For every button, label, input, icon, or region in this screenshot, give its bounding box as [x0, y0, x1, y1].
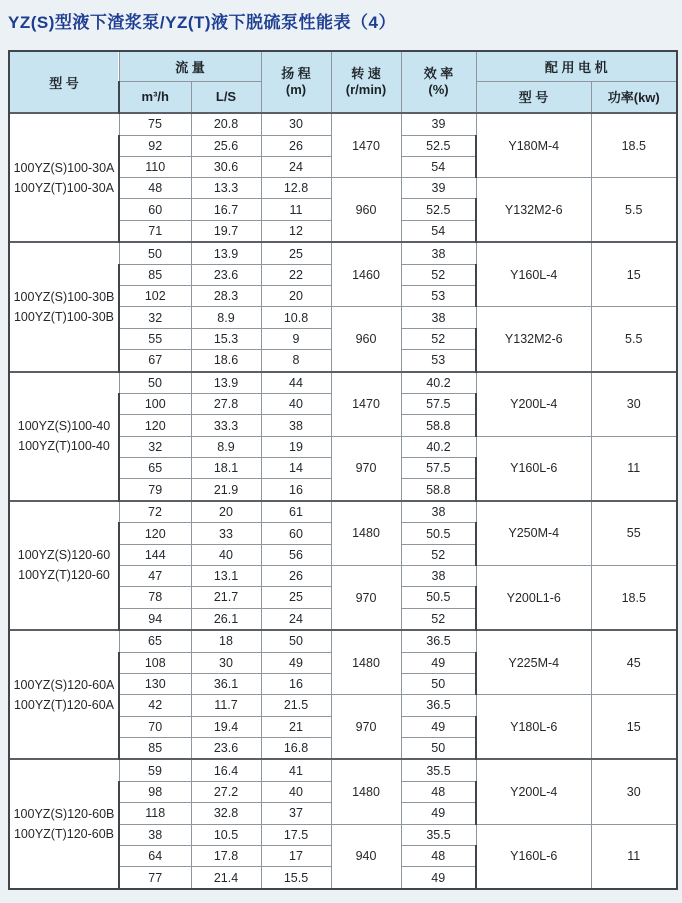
head-cell: 21.5 — [261, 695, 331, 716]
head-cell: 11 — [261, 199, 331, 220]
speed-cell: 960 — [331, 307, 401, 372]
head-cell: 19 — [261, 436, 331, 457]
motor-model-cell: Y225M-4 — [476, 630, 591, 695]
head-cell: 41 — [261, 759, 331, 781]
pump-model-cell — [9, 759, 119, 889]
col-header-head-unit: (m) — [285, 82, 307, 97]
pump-model-cell — [9, 372, 119, 501]
head-cell: 50 — [261, 630, 331, 652]
flow-m3h-cell: 77 — [119, 867, 191, 889]
col-header-motor-group: 配 用 电 机 — [476, 51, 677, 81]
motor-model-cell: Y200L-4 — [476, 759, 591, 824]
motor-power-cell: 11 — [591, 436, 677, 501]
motor-power-cell: 18.5 — [591, 565, 677, 630]
head-cell: 40 — [261, 781, 331, 802]
head-cell: 25 — [261, 587, 331, 608]
head-cell: 24 — [261, 608, 331, 630]
efficiency-cell: 54 — [401, 156, 476, 177]
flow-ls-cell: 16.4 — [191, 759, 261, 781]
flow-m3h-cell: 65 — [119, 458, 191, 479]
flow-ls-cell: 19.4 — [191, 716, 261, 737]
flow-m3h-cell: 100 — [119, 394, 191, 415]
flow-ls-cell: 27.2 — [191, 781, 261, 802]
motor-power-cell: 15 — [591, 242, 677, 307]
efficiency-cell: 53 — [401, 286, 476, 307]
head-cell: 12.8 — [261, 178, 331, 199]
flow-ls-cell: 32.8 — [191, 803, 261, 824]
efficiency-cell: 52 — [401, 544, 476, 565]
head-cell: 16 — [261, 479, 331, 501]
flow-m3h-cell: 108 — [119, 652, 191, 673]
head-cell: 10.8 — [261, 307, 331, 328]
flow-m3h-cell: 47 — [119, 565, 191, 586]
flow-m3h-cell: 130 — [119, 673, 191, 694]
flow-ls-cell: 8.9 — [191, 307, 261, 328]
col-header-model: 型 号 — [9, 51, 119, 113]
flow-ls-cell: 25.6 — [191, 135, 261, 156]
table-row — [9, 372, 677, 394]
speed-cell: 1480 — [331, 501, 401, 566]
head-cell: 9 — [261, 328, 331, 349]
flow-m3h-cell: 118 — [119, 803, 191, 824]
flow-m3h-cell: 48 — [119, 178, 191, 199]
pump-model-line: 100YZ(S)120-60B — [13, 807, 115, 822]
flow-ls-cell: 23.6 — [191, 264, 261, 285]
pump-model-line: 100YZ(T)100-40 — [18, 439, 110, 454]
efficiency-cell: 57.5 — [401, 458, 476, 479]
efficiency-cell: 52.5 — [401, 199, 476, 220]
speed-cell: 1480 — [331, 759, 401, 824]
efficiency-cell: 38 — [401, 501, 476, 523]
flow-ls-cell: 20 — [191, 501, 261, 523]
col-header-head-cn: 扬 程 — [281, 65, 311, 81]
efficiency-cell: 58.8 — [401, 479, 476, 501]
table-row — [9, 242, 677, 264]
flow-ls-cell: 21.7 — [191, 587, 261, 608]
col-header-efficiency-cn: 效 率 — [423, 65, 454, 81]
flow-m3h-cell: 71 — [119, 220, 191, 242]
efficiency-cell: 35.5 — [401, 824, 476, 845]
efficiency-cell: 49 — [401, 803, 476, 824]
flow-ls-cell: 33.3 — [191, 415, 261, 436]
pump-model-line: 100YZ(T)120-60A — [13, 697, 115, 712]
table-row — [9, 630, 677, 652]
flow-m3h-cell: 50 — [119, 372, 191, 394]
efficiency-cell: 52.5 — [401, 135, 476, 156]
head-cell: 14 — [261, 458, 331, 479]
motor-power-cell: 5.5 — [591, 307, 677, 372]
head-cell: 38 — [261, 415, 331, 436]
head-cell: 25 — [261, 242, 331, 264]
efficiency-cell: 52 — [401, 608, 476, 630]
flow-ls-cell: 13.9 — [191, 242, 261, 264]
flow-m3h-cell: 38 — [119, 824, 191, 845]
head-cell: 17.5 — [261, 824, 331, 845]
motor-model-cell: Y132M2-6 — [476, 307, 591, 372]
efficiency-cell: 50.5 — [401, 523, 476, 544]
flow-m3h-cell: 32 — [119, 307, 191, 328]
head-cell: 17 — [261, 845, 331, 866]
efficiency-cell: 48 — [401, 781, 476, 802]
head-cell: 26 — [261, 135, 331, 156]
flow-ls-cell: 33 — [191, 523, 261, 544]
head-cell: 37 — [261, 803, 331, 824]
efficiency-cell: 38 — [401, 242, 476, 264]
motor-model-cell: Y160L-6 — [476, 824, 591, 889]
efficiency-cell: 40.2 — [401, 372, 476, 394]
flow-ls-cell: 13.3 — [191, 178, 261, 199]
flow-ls-cell: 19.7 — [191, 220, 261, 242]
flow-m3h-cell: 85 — [119, 737, 191, 759]
pump-model-cell — [9, 113, 119, 242]
head-cell: 44 — [261, 372, 331, 394]
flow-ls-cell: 30.6 — [191, 156, 261, 177]
flow-ls-cell: 21.9 — [191, 479, 261, 501]
flow-ls-cell: 10.5 — [191, 824, 261, 845]
flow-ls-cell: 13.1 — [191, 565, 261, 586]
flow-ls-cell: 40 — [191, 544, 261, 565]
head-cell: 16.8 — [261, 737, 331, 759]
flow-m3h-cell: 67 — [119, 350, 191, 372]
speed-cell: 970 — [331, 436, 401, 501]
flow-ls-cell: 15.3 — [191, 328, 261, 349]
efficiency-cell: 54 — [401, 220, 476, 242]
head-cell: 40 — [261, 394, 331, 415]
head-cell: 56 — [261, 544, 331, 565]
flow-m3h-cell: 50 — [119, 242, 191, 264]
motor-power-cell: 18.5 — [591, 113, 677, 178]
flow-ls-cell: 17.8 — [191, 845, 261, 866]
header-group-row — [9, 51, 677, 81]
flow-m3h-cell: 32 — [119, 436, 191, 457]
flow-m3h-cell: 102 — [119, 286, 191, 307]
efficiency-cell: 49 — [401, 716, 476, 737]
flow-ls-cell: 23.6 — [191, 737, 261, 759]
flow-m3h-cell: 94 — [119, 608, 191, 630]
head-cell: 49 — [261, 652, 331, 673]
col-header-head — [261, 51, 331, 113]
efficiency-cell: 39 — [401, 178, 476, 199]
flow-m3h-cell: 60 — [119, 199, 191, 220]
efficiency-cell: 52 — [401, 328, 476, 349]
efficiency-cell: 39 — [401, 113, 476, 135]
efficiency-cell: 50 — [401, 673, 476, 694]
efficiency-cell: 36.5 — [401, 695, 476, 716]
motor-power-cell: 30 — [591, 372, 677, 437]
motor-model-cell: Y180L-6 — [476, 695, 591, 760]
flow-ls-cell: 18.1 — [191, 458, 261, 479]
motor-model-cell: Y180M-4 — [476, 113, 591, 178]
speed-cell: 960 — [331, 178, 401, 243]
head-cell: 20 — [261, 286, 331, 307]
head-cell: 15.5 — [261, 867, 331, 889]
efficiency-cell: 50 — [401, 737, 476, 759]
pump-model-line: 100YZ(S)100-30B — [13, 289, 115, 304]
pump-model-cell — [9, 242, 119, 371]
pump-model-line: 100YZ(S)100-40 — [17, 419, 111, 434]
col-header-motor-power: 功率(kw) — [591, 81, 677, 113]
flow-m3h-cell: 70 — [119, 716, 191, 737]
efficiency-cell: 52 — [401, 264, 476, 285]
pump-model-line: 100YZ(T)120-60B — [13, 827, 115, 842]
speed-cell: 970 — [331, 695, 401, 760]
col-header-efficiency — [401, 51, 476, 113]
flow-ls-cell: 13.9 — [191, 372, 261, 394]
col-header-motor-model: 型 号 — [476, 81, 591, 113]
speed-cell: 940 — [331, 824, 401, 889]
col-header-speed-cn: 转 速 — [351, 65, 381, 81]
head-cell: 16 — [261, 673, 331, 694]
motor-power-cell: 55 — [591, 501, 677, 566]
efficiency-cell: 57.5 — [401, 394, 476, 415]
flow-ls-cell: 27.8 — [191, 394, 261, 415]
efficiency-cell: 36.5 — [401, 630, 476, 652]
pump-model-line: 100YZ(T)100-30B — [13, 309, 115, 324]
efficiency-cell: 53 — [401, 350, 476, 372]
efficiency-cell: 48 — [401, 845, 476, 866]
col-header-speed — [331, 51, 401, 113]
flow-ls-cell: 18 — [191, 630, 261, 652]
flow-m3h-cell: 110 — [119, 156, 191, 177]
motor-model-cell: Y200L1-6 — [476, 565, 591, 630]
motor-model-cell: Y160L-6 — [476, 436, 591, 501]
efficiency-cell: 49 — [401, 652, 476, 673]
head-cell: 24 — [261, 156, 331, 177]
motor-model-cell: Y160L-4 — [476, 242, 591, 307]
col-header-flow-m3h: m³/h — [119, 81, 191, 113]
flow-m3h-cell: 65 — [119, 630, 191, 652]
flow-ls-cell: 30 — [191, 652, 261, 673]
head-cell: 22 — [261, 264, 331, 285]
head-cell: 12 — [261, 220, 331, 242]
flow-m3h-cell: 85 — [119, 264, 191, 285]
flow-m3h-cell: 120 — [119, 523, 191, 544]
flow-ls-cell: 11.7 — [191, 695, 261, 716]
col-header-efficiency-unit: (%) — [428, 82, 449, 97]
head-cell: 26 — [261, 565, 331, 586]
motor-power-cell: 11 — [591, 824, 677, 889]
speed-cell: 1460 — [331, 242, 401, 307]
flow-ls-cell: 36.1 — [191, 673, 261, 694]
table-header — [9, 51, 677, 113]
pump-model-line: 100YZ(S)120-60A — [13, 677, 115, 692]
motor-power-cell: 30 — [591, 759, 677, 824]
flow-ls-cell: 26.1 — [191, 608, 261, 630]
pump-model-cell — [9, 501, 119, 630]
flow-m3h-cell: 92 — [119, 135, 191, 156]
pump-model-line: 100YZ(S)100-30A — [13, 160, 115, 175]
efficiency-cell: 50.5 — [401, 587, 476, 608]
efficiency-cell: 35.5 — [401, 759, 476, 781]
flow-ls-cell: 16.7 — [191, 199, 261, 220]
flow-ls-cell: 21.4 — [191, 867, 261, 889]
speed-cell: 970 — [331, 565, 401, 630]
flow-m3h-cell: 64 — [119, 845, 191, 866]
flow-ls-cell: 20.8 — [191, 113, 261, 135]
efficiency-cell: 49 — [401, 867, 476, 889]
page-title: YZ(S)型液下渣浆泵/YZ(T)液下脱硫泵性能表（4） — [8, 13, 396, 32]
flow-m3h-cell: 75 — [119, 113, 191, 135]
pump-model-cell — [9, 630, 119, 759]
table-row — [9, 759, 677, 781]
table-body — [9, 113, 677, 889]
flow-ls-cell: 28.3 — [191, 286, 261, 307]
col-header-flow-ls: L/S — [191, 81, 261, 113]
motor-power-cell: 15 — [591, 695, 677, 760]
col-header-flow-group: 流 量 — [119, 51, 261, 81]
motor-model-cell: Y200L-4 — [476, 372, 591, 437]
head-cell: 30 — [261, 113, 331, 135]
motor-power-cell: 5.5 — [591, 178, 677, 243]
motor-model-cell: Y250M-4 — [476, 501, 591, 566]
col-header-speed-unit: (r/min) — [345, 82, 387, 97]
table-row — [9, 113, 677, 135]
efficiency-cell: 38 — [401, 565, 476, 586]
table-row — [9, 501, 677, 523]
flow-m3h-cell: 79 — [119, 479, 191, 501]
efficiency-cell: 40.2 — [401, 436, 476, 457]
flow-m3h-cell: 144 — [119, 544, 191, 565]
speed-cell: 1470 — [331, 372, 401, 437]
head-cell: 21 — [261, 716, 331, 737]
flow-m3h-cell: 98 — [119, 781, 191, 802]
pump-model-line: 100YZ(T)100-30A — [13, 180, 115, 195]
motor-power-cell: 45 — [591, 630, 677, 695]
flow-m3h-cell: 120 — [119, 415, 191, 436]
pump-model-line: 100YZ(T)120-60 — [18, 568, 110, 583]
flow-ls-cell: 8.9 — [191, 436, 261, 457]
head-cell: 61 — [261, 501, 331, 523]
flow-ls-cell: 18.6 — [191, 350, 261, 372]
speed-cell: 1470 — [331, 113, 401, 178]
motor-model-cell: Y132M2-6 — [476, 178, 591, 243]
performance-table — [8, 50, 678, 890]
efficiency-cell: 58.8 — [401, 415, 476, 436]
pump-model-line: 100YZ(S)120-60 — [17, 548, 111, 563]
flow-m3h-cell: 55 — [119, 328, 191, 349]
head-cell: 8 — [261, 350, 331, 372]
flow-m3h-cell: 72 — [119, 501, 191, 523]
flow-m3h-cell: 59 — [119, 759, 191, 781]
flow-m3h-cell: 42 — [119, 695, 191, 716]
head-cell: 60 — [261, 523, 331, 544]
flow-m3h-cell: 78 — [119, 587, 191, 608]
speed-cell: 1480 — [331, 630, 401, 695]
efficiency-cell: 38 — [401, 307, 476, 328]
